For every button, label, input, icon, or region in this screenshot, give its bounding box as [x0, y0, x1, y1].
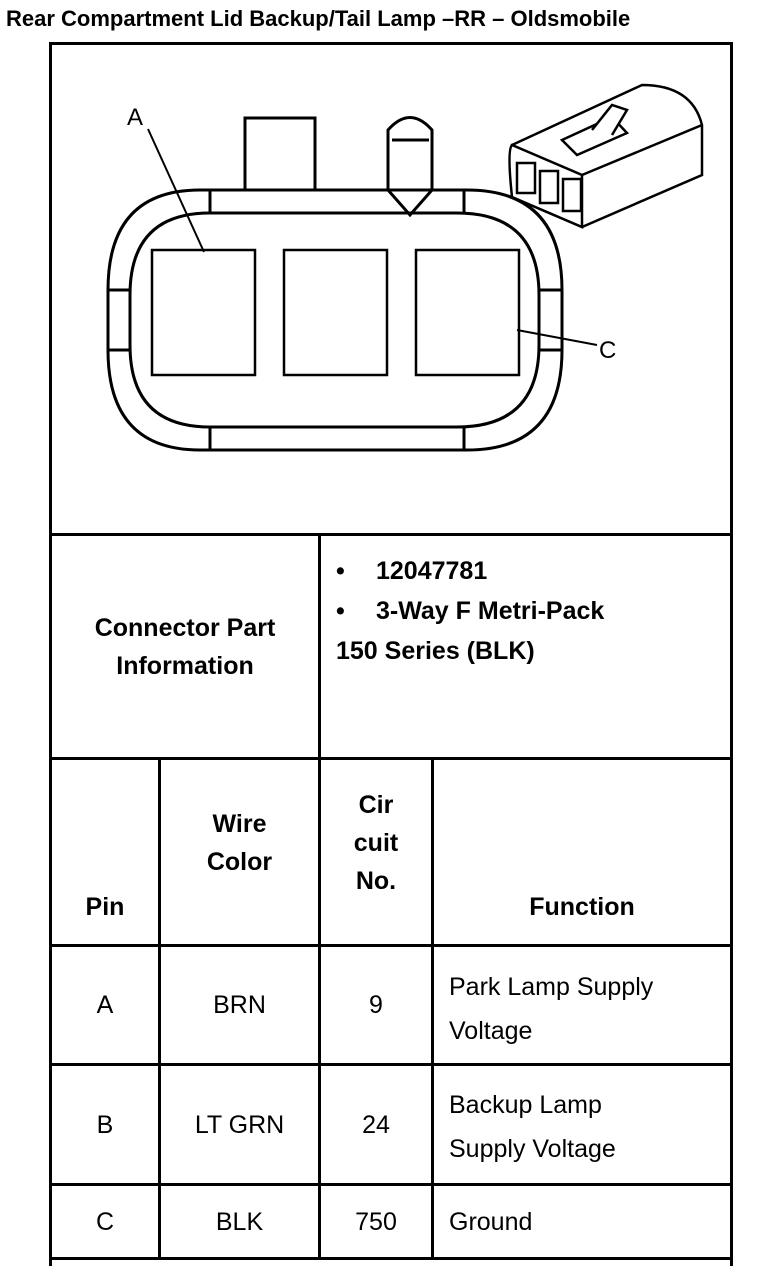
row-c-circuit: 750: [355, 1207, 397, 1236]
cavity-b: [284, 250, 387, 375]
locking-tab: [388, 118, 432, 191]
housing-inner-outline: [130, 213, 539, 427]
callout-c-label: C: [599, 337, 617, 364]
housing-outline: [108, 190, 562, 450]
connector-perspective-icon: [510, 85, 703, 227]
top-tab: [245, 118, 315, 190]
row-a-circuit: 9: [369, 991, 383, 1019]
connector-diagram: [52, 45, 730, 533]
row-b-pin: B: [96, 1110, 114, 1139]
page-title: Rear Compartment Lid Backup/Tail Lamp –RR – Oldsmobile: [6, 6, 631, 31]
connector-description-line2: 150 Series (BLK): [336, 637, 535, 665]
row-a-wire-color: BRN: [213, 991, 266, 1019]
row-a-pin: A: [96, 991, 114, 1019]
connector-info-label: [52, 536, 318, 757]
row-b-wire-color: LT GRN: [194, 1110, 285, 1139]
row-c-function: Ground: [449, 1207, 533, 1236]
cavity-c: [416, 250, 519, 375]
row-c-pin: C: [95, 1207, 115, 1236]
connector-info-label-line2: Information: [116, 651, 254, 680]
row-c-wire-color: BLK: [215, 1207, 264, 1236]
connector-description-line1: 3-Way F Metri-Pack: [376, 597, 605, 625]
header-pin: Pin: [85, 893, 125, 921]
row-a-function: Park Lamp Supply Voltage: [449, 973, 654, 1045]
row-b-circuit: 24: [362, 1110, 390, 1139]
connector-info-values: • 12047781 • 3-Way F Metri-Pack 150 Series (BLK): [336, 551, 726, 671]
cavity-a: [152, 250, 255, 375]
callout-a-label: A: [127, 104, 144, 131]
header-circuit-no: Cir cuit No.: [353, 791, 399, 895]
connector-face-drawing: [52, 45, 730, 533]
part-number: 12047781: [376, 557, 488, 585]
row-b-function: Backup Lamp Supply Voltage: [449, 1091, 616, 1163]
connector-info-label-line1: Connector Part: [94, 613, 276, 642]
header-wire-color: Wire Color: [206, 810, 273, 876]
header-function: Function: [529, 893, 635, 921]
